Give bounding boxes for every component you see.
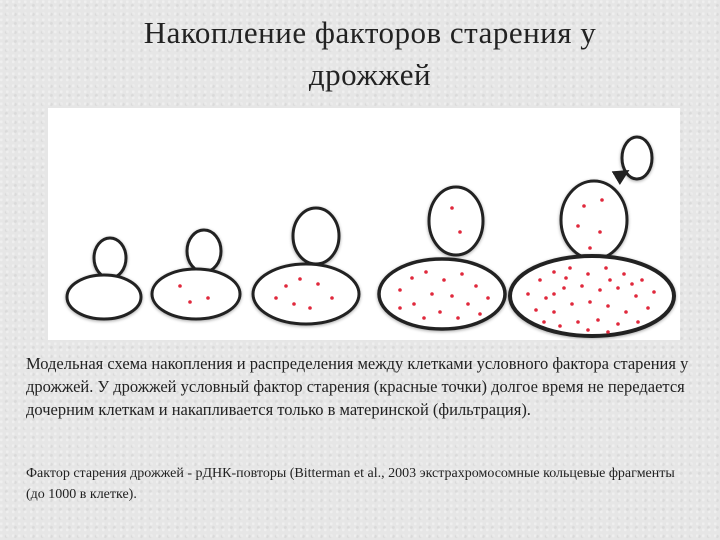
daughter-cell — [94, 238, 126, 278]
daughter-cell — [293, 208, 339, 264]
slide-title — [40, 12, 700, 96]
stage-2 — [152, 230, 240, 319]
stage-5 — [510, 137, 674, 336]
release-arrow — [616, 172, 626, 178]
mother-cell — [67, 275, 141, 319]
mother-cell — [379, 259, 505, 329]
diagram-canvas — [48, 108, 680, 340]
detached-daughter-cell — [622, 137, 652, 179]
stage-1 — [67, 238, 141, 319]
mother-cell — [253, 264, 359, 324]
daughter-cell — [187, 230, 221, 272]
stage-3 — [253, 208, 359, 324]
footnote: Фактор старения дрожжей - рДНК-повторы (Bitterman et al., 2003 экстрахромосомные кольцевые фрагменты (до 1000 в клетке). — [26, 466, 675, 502]
daughter-cell — [561, 181, 627, 259]
figure-caption: Модельная схема накопления и распределения между клетками условного фактора старения у дрожжей. У дрожжей условный фактор старения (красные точки) долгое время не передается дочерним клеткам и накапливается только в материнской (фильтрация). — [26, 354, 689, 419]
yeast-aging-diagram — [48, 108, 680, 340]
title-line-1: Накопление факторов старения у — [143, 15, 597, 50]
mother-cell — [152, 269, 240, 319]
title-line-2: дрожжей — [308, 57, 432, 92]
daughter-cell — [429, 187, 483, 255]
stage-4 — [379, 187, 505, 329]
mother-cell — [510, 256, 674, 336]
